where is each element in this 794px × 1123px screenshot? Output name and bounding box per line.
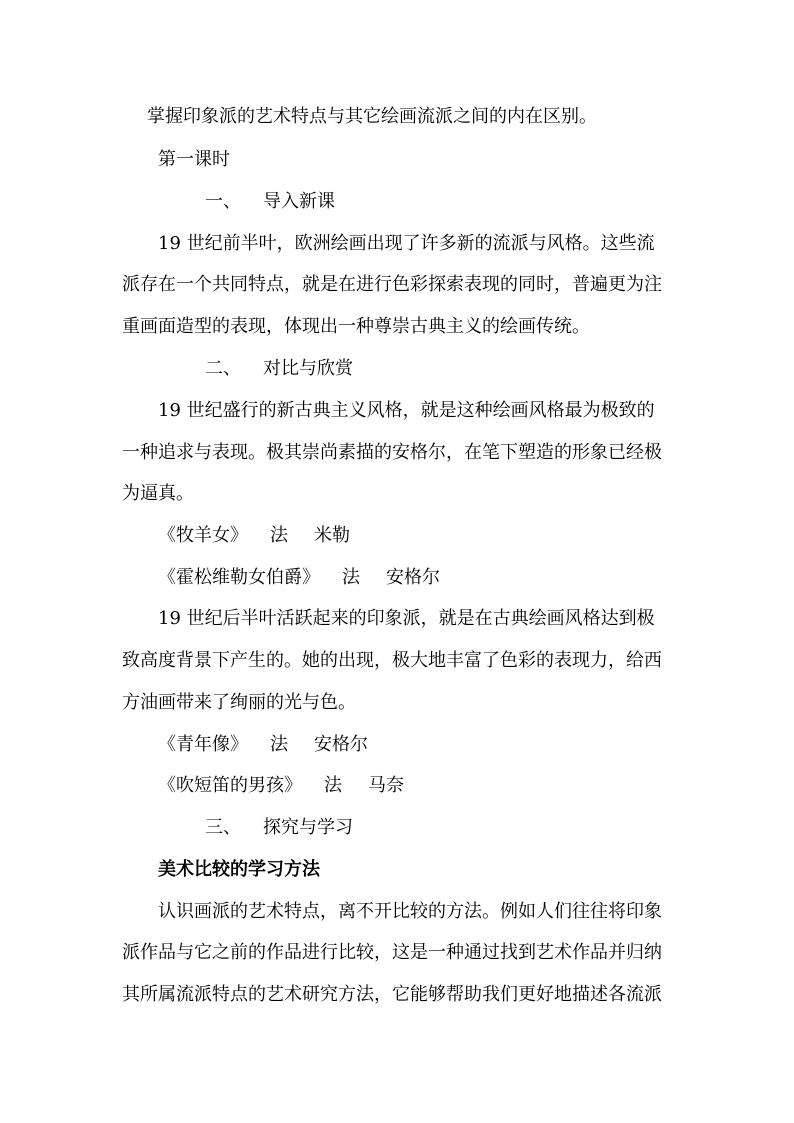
artwork-title: 《青年像》 bbox=[158, 734, 248, 755]
paragraph-line: 认识画派的艺术特点，离不开比较的方法。例如人们往往将印象 bbox=[158, 901, 662, 922]
paragraph-line: 一种追求与表现。极其崇尚素描的安格尔，在笔下塑造的形象已经极 bbox=[122, 442, 662, 463]
section-heading-2 bbox=[205, 356, 353, 382]
artwork-title: 《牧羊女》 bbox=[158, 525, 248, 546]
paragraph-line: 致高度背景下产生的。她的出现，极大地丰富了色彩的表现力，给西 bbox=[122, 650, 662, 671]
artwork-artist: 安格尔 bbox=[386, 567, 440, 588]
artwork-artist: 安格尔 bbox=[314, 734, 368, 755]
artwork-entry bbox=[158, 773, 404, 799]
intro-line: 掌握印象派的艺术特点与其它绘画流派之间的内在区别。 bbox=[147, 106, 597, 127]
artwork-entry bbox=[158, 565, 440, 591]
section-heading-3 bbox=[205, 815, 353, 841]
artwork-title: 《吹短笛的男孩》 bbox=[158, 775, 302, 796]
artwork-entry bbox=[158, 523, 350, 549]
artwork-country: 法 bbox=[270, 734, 288, 755]
artwork-country: 法 bbox=[324, 775, 342, 796]
artwork-country: 法 bbox=[342, 567, 360, 588]
paragraph-line: 方油画带来了绚丽的光与色。 bbox=[122, 692, 356, 713]
artwork-country: 法 bbox=[270, 525, 288, 546]
paragraph-line: 重画面造型的表现，体现出一种尊崇古典主义的绘画传统。 bbox=[122, 316, 590, 337]
artwork-title: 《霍松维勒女伯爵》 bbox=[158, 567, 320, 588]
paragraph-line: 19 世纪后半叶活跃起来的印象派，就是在古典绘画风格达到极 bbox=[158, 608, 655, 629]
lesson-title: 第一课时 bbox=[158, 149, 230, 170]
artwork-entry bbox=[158, 732, 368, 758]
paragraph-line: 派作品与它之前的作品进行比较，这是一种通过找到艺术作品并归纳 bbox=[122, 942, 662, 963]
section-heading-1 bbox=[205, 189, 335, 215]
section-title: 探究与学习 bbox=[263, 817, 353, 838]
section-number: 三、 bbox=[205, 817, 241, 838]
section-title: 导入新课 bbox=[263, 191, 335, 212]
artwork-artist: 马奈 bbox=[368, 775, 404, 796]
paragraph-line: 19 世纪前半叶，欧洲绘画出现了许多新的流派与风格。这些流 bbox=[158, 233, 655, 254]
section-number: 二、 bbox=[205, 358, 241, 379]
paragraph-line: 为逼真。 bbox=[122, 483, 194, 504]
paragraph-line: 其所属流派特点的艺术研究方法，它能够帮助我们更好地描述各流派 bbox=[122, 984, 662, 1005]
subheading: 美术比较的学习方法 bbox=[158, 859, 320, 880]
section-title: 对比与欣赏 bbox=[263, 358, 353, 379]
paragraph-line: 19 世纪盛行的新古典主义风格，就是这种绘画风格最为极致的 bbox=[158, 400, 655, 421]
artwork-artist: 米勒 bbox=[314, 525, 350, 546]
section-number: 一、 bbox=[205, 191, 241, 212]
paragraph-line: 派存在一个共同特点，就是在进行色彩探索表现的同时，普遍更为注 bbox=[122, 274, 662, 295]
